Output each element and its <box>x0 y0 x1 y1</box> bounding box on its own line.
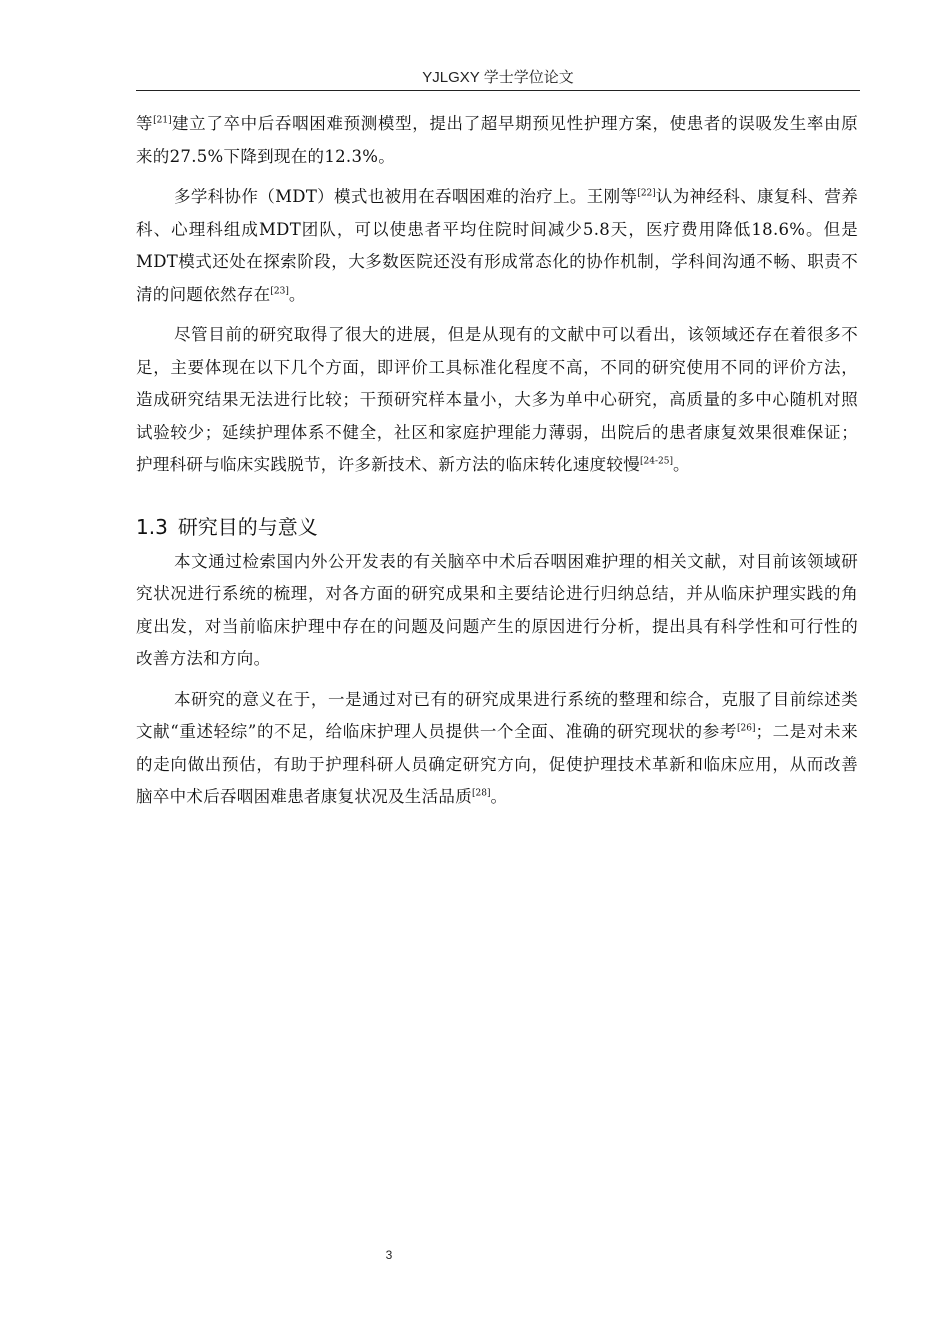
paragraph-1 <box>136 108 858 173</box>
citation-ref: [26] <box>737 723 756 734</box>
paragraph-text: 尽管目前的研究取得了很大的进展，但是从现有的文献中可以看出，该领域还存在着很多不足，主要体现在以下几个方面，即评价工具标准化程度不高，不同的研究使用不同的评价方法，造成研究结果无法进行比较；干预研究样本量小，大多为单中心研究，高质量的多中心随机对照试验较少；延续护理体系不健全，社区和家庭护理能力薄弱，出院后的患者康复效果很难保证；护理科研与临床实践脱节，许多新技术、新方法的临床转化速度较慢 <box>136 325 858 474</box>
section-number: 1.3 <box>136 514 168 539</box>
citation-ref: [22] <box>637 188 656 199</box>
section-heading <box>136 512 858 542</box>
paragraph-text: 建立了卒中后吞咽困难预测模型，提出了超早期预见性护理方案，使患者的误吸发生率由原来的27.5%下降到现在的12.3%。 <box>136 114 859 166</box>
paragraph-text: 多学科协作（MDT）模式也被用在吞咽困难的治疗上。王刚等 <box>174 187 638 206</box>
paragraph-text: 。 <box>672 455 690 474</box>
paragraph-2 <box>136 181 858 311</box>
paragraph-5 <box>136 684 858 814</box>
page-number: 3 <box>385 1248 393 1262</box>
paragraph-4 <box>136 546 858 676</box>
citation-ref: [28] <box>472 788 491 799</box>
paragraph-text: 等 <box>136 114 154 133</box>
paragraph-text: 。 <box>288 284 306 304</box>
paragraph-text: 本文通过检索国内外公开发表的有关脑卒中术后吞咽困难护理的相关文献，对目前该领域研究状况进行系统的梳理，对各方面的研究成果和主要结论进行归纳总结，并从临床护理实践的角度出发，对当前临床护理中存在的问题及问题产生的原因进行分析，提出具有科学性和可行性的改善方法和方向。 <box>136 551 858 668</box>
paragraph-text: 认为神经科、康复科、营养科、心理科组成MDT团队，可以使患者平均住院时间减少5.8天，医疗费用降低18.6%。但是MDT模式还处在探索阶段，大多数医院还没有形成常态化的协作机制，学科间沟通不畅、职责不清的问题依然存在 <box>136 187 858 304</box>
citation-ref: [23] <box>270 286 289 296</box>
citation-ref: [24-25] <box>640 456 673 467</box>
header-rule <box>136 90 860 91</box>
paragraph-text: ；二是对未来的走向做出预估，有助于护理科研人员确定研究方向，促使护理技术革新和临床应用，从而改善脑卒中术后吞咽困难患者康复状况及生活品质 <box>136 722 858 806</box>
citation-ref: [21] <box>153 115 172 126</box>
paragraph-text: 。 <box>490 787 508 806</box>
section-title: 研究目的与意义 <box>177 514 318 539</box>
paragraph-text: 本研究的意义在于，一是通过对已有的研究成果进行系统的整理和综合，克服了目前综述类文献“重述轻综”的不足，给临床护理人员提供一个全面、准确的研究现状的参考 <box>136 689 858 741</box>
document-body <box>136 108 858 822</box>
running-header: YJLGXY 学士学位论文 <box>422 69 574 86</box>
paragraph-3 <box>136 319 858 482</box>
